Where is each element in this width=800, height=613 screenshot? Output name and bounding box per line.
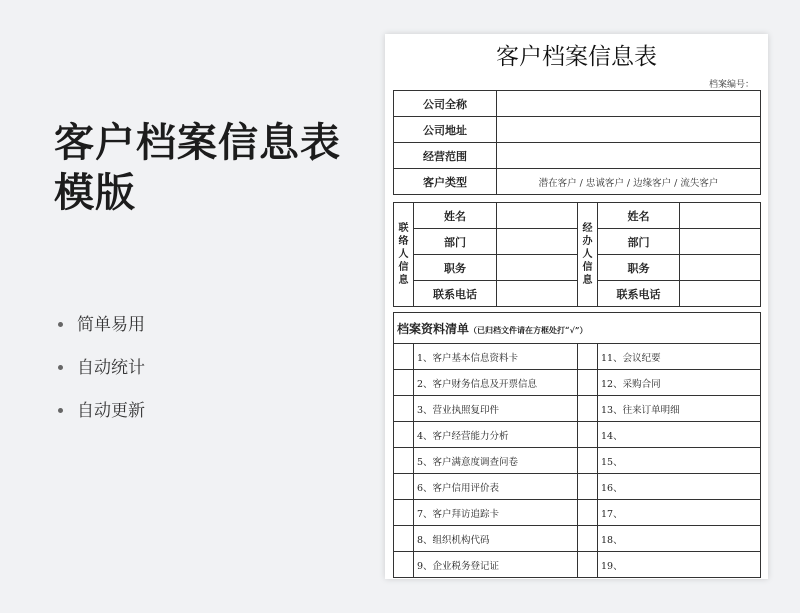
checklist-item: 9、企业税务登记证	[414, 552, 578, 578]
checklist-item: 16、	[598, 474, 761, 500]
table-row	[394, 448, 761, 474]
table-row	[394, 169, 761, 195]
table-row	[394, 370, 761, 396]
checklist-item: 14、	[598, 422, 761, 448]
table-row	[394, 143, 761, 169]
checklist-item: 6、客户信用评价表	[414, 474, 578, 500]
doc-number-label: 档案编号：	[708, 80, 754, 90]
checklist-item: 3、营业执照复印件	[414, 396, 578, 422]
company-name-field[interactable]	[497, 91, 761, 117]
feature-label: 自动更新	[77, 401, 145, 421]
feature-label: 简单易用	[77, 315, 145, 335]
table-row	[394, 526, 761, 552]
business-scope-field[interactable]	[497, 143, 761, 169]
checkbox-cell[interactable]	[578, 526, 598, 552]
table-row	[394, 474, 761, 500]
checklist-item: 12、采购合同	[598, 370, 761, 396]
table-row	[394, 117, 761, 143]
checklist-item: 15、	[598, 448, 761, 474]
feature-item	[58, 398, 145, 441]
checkbox-cell[interactable]	[578, 422, 598, 448]
bullet-icon	[58, 365, 63, 370]
feature-label: 自动统计	[77, 358, 145, 378]
handler-dept-field[interactable]	[680, 229, 761, 255]
contact-dept-field[interactable]	[497, 229, 578, 255]
checkbox-cell[interactable]	[578, 474, 598, 500]
handler-section-label: 经办人信息	[578, 203, 598, 307]
feature-item	[58, 355, 145, 398]
handler-phone-field[interactable]	[680, 281, 761, 307]
checklist-title: 档案资料清单	[397, 321, 470, 336]
handler-title-label: 职务	[598, 255, 680, 281]
handler-name-field[interactable]	[680, 203, 761, 229]
contact-title-label: 职务	[414, 255, 497, 281]
company-address-label: 公司地址	[394, 117, 497, 143]
checkbox-cell[interactable]	[394, 344, 414, 370]
table-row	[394, 313, 761, 344]
checklist-item: 18、	[598, 526, 761, 552]
checklist-item: 7、客户拜访追踪卡	[414, 500, 578, 526]
checkbox-cell[interactable]	[578, 344, 598, 370]
table-row	[394, 552, 761, 578]
checklist-item: 17、	[598, 500, 761, 526]
handler-dept-label: 部门	[598, 229, 680, 255]
contact-phone-field[interactable]	[497, 281, 578, 307]
checklist-table	[393, 312, 761, 578]
checklist-item: 2、客户财务信息及开票信息	[414, 370, 578, 396]
checkbox-cell[interactable]	[394, 500, 414, 526]
checklist-item: 11、会议纪要	[598, 344, 761, 370]
contact-name-label: 姓名	[414, 203, 497, 229]
checklist-item: 19、	[598, 552, 761, 578]
checkbox-cell[interactable]	[394, 370, 414, 396]
table-row	[394, 91, 761, 117]
promo-title: 客户档案信息表模版	[54, 120, 341, 216]
company-name-label: 公司全称	[394, 91, 497, 117]
company-info-table	[393, 90, 761, 195]
contact-dept-label: 部门	[414, 229, 497, 255]
customer-type-label: 客户类型	[394, 169, 497, 195]
table-row	[394, 229, 761, 255]
checkbox-cell[interactable]	[578, 396, 598, 422]
table-row	[394, 344, 761, 370]
checklist-item: 8、组织机构代码	[414, 526, 578, 552]
checkbox-cell[interactable]	[394, 422, 414, 448]
bullet-icon	[58, 408, 63, 413]
business-scope-label: 经营范围	[394, 143, 497, 169]
table-row	[394, 500, 761, 526]
checklist-header	[394, 313, 761, 344]
checklist-item: 4、客户经营能力分析	[414, 422, 578, 448]
checklist-item: 5、客户满意度调查问卷	[414, 448, 578, 474]
checkbox-cell[interactable]	[578, 370, 598, 396]
table-row	[394, 422, 761, 448]
contact-phone-label: 联系电话	[414, 281, 497, 307]
form-sheet	[385, 34, 768, 579]
bullet-icon	[58, 322, 63, 327]
checkbox-cell[interactable]	[394, 526, 414, 552]
checkbox-cell[interactable]	[394, 552, 414, 578]
contact-name-field[interactable]	[497, 203, 578, 229]
table-row	[394, 203, 761, 229]
checklist-item: 1、客户基本信息资料卡	[414, 344, 578, 370]
handler-phone-label: 联系电话	[598, 281, 680, 307]
checkbox-cell[interactable]	[394, 474, 414, 500]
contact-table	[393, 202, 761, 307]
handler-name-label: 姓名	[598, 203, 680, 229]
contact-section-label: 联络人信息	[394, 203, 414, 307]
checklist-note: （已归档文件请在方框处打“√”）	[469, 324, 588, 335]
table-row	[394, 255, 761, 281]
feature-item	[58, 312, 145, 355]
handler-title-field[interactable]	[680, 255, 761, 281]
company-address-field[interactable]	[497, 117, 761, 143]
customer-type-options[interactable]: 潜在客户 / 忠诚客户 / 边缘客户 / 流失客户	[497, 169, 761, 195]
checkbox-cell[interactable]	[578, 448, 598, 474]
feature-list	[58, 312, 145, 441]
checkbox-cell[interactable]	[394, 448, 414, 474]
sheet-title: 客户档案信息表	[496, 44, 657, 70]
checkbox-cell[interactable]	[394, 396, 414, 422]
checklist-item: 13、往来订单明细	[598, 396, 761, 422]
checkbox-cell[interactable]	[578, 552, 598, 578]
table-row	[394, 281, 761, 307]
checkbox-cell[interactable]	[578, 500, 598, 526]
contact-title-field[interactable]	[497, 255, 578, 281]
table-row	[394, 396, 761, 422]
